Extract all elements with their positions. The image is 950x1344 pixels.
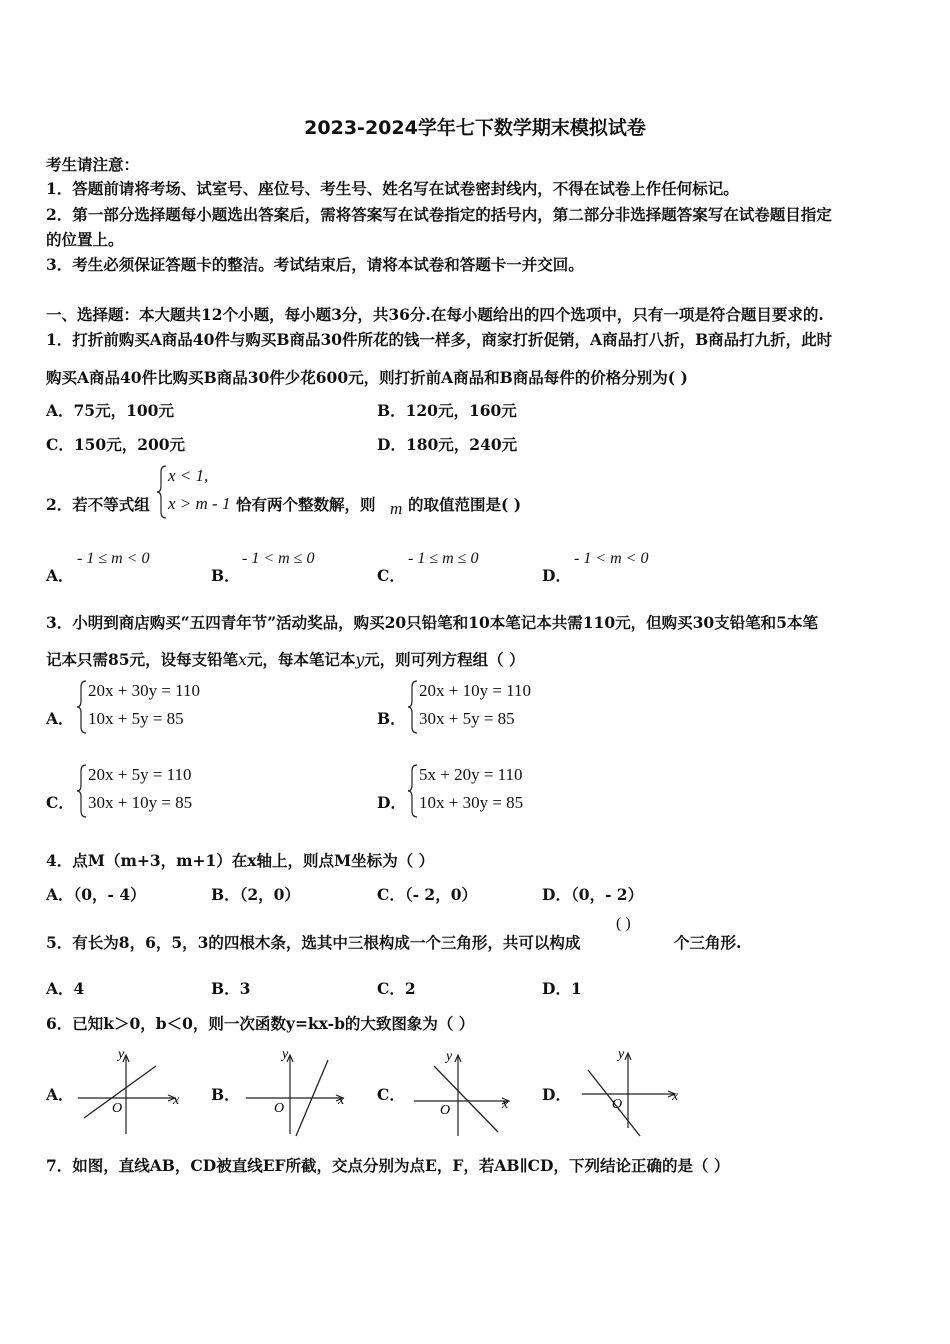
q2-option-a-label[interactable]: A． [46,566,74,585]
q3-option-a-label[interactable]: A． [46,709,74,728]
q6-option-a-graph[interactable] [76,1048,188,1140]
y-axis-label: y [618,1047,625,1062]
q2-option-d-label[interactable]: D． [542,566,571,585]
y-axis-label: y [446,1049,453,1064]
question-2-middle: 恰有两个整数解，则 [236,495,376,514]
question-1-line: 1．打折前购买A商品40件与购买B商品30件所花的钱一样多，商家打折促销，A商品打八折，B商品打九折，此时 [46,330,833,349]
y-axis-label: y [118,1048,125,1062]
q2-system-line: x > m - 1 [168,494,231,513]
q3-text: 元，每本笔记本 [246,650,356,669]
q3-text: 记本只需85元，设每支铅笔 [46,650,239,669]
q6-option-d-graph[interactable] [580,1046,692,1138]
question-4-stem: 4．点M（m+3，m+1）在x轴上，则点M坐标为（ ） [46,851,435,870]
q2-option-c[interactable]: - 1 ≤ m ≤ 0 [408,550,479,567]
q6-option-a-label[interactable]: A． [46,1085,74,1104]
question-5-suffix: 个三角形. [674,933,742,952]
q6-option-b-label[interactable]: B． [211,1085,240,1104]
q3-option-d-label[interactable]: D． [377,793,406,812]
q2-option-a[interactable]: - 1 ≤ m < 0 [77,550,150,567]
q2-option-d[interactable]: - 1 < m < 0 [574,550,649,567]
q2-system-line: x < 1, [168,466,209,485]
notice-item: 2．第一部分选择题每小题选出答案后，需将答案写在试卷指定的括号内，第二部分非选择题答案写在试卷题目指定 [46,205,832,224]
question-2-prefix: 2．若不等式组 [46,495,150,514]
q2-option-b[interactable]: - 1 < m ≤ 0 [242,550,315,567]
q3-option-c-eq2[interactable]: 30x + 10y = 85 [88,793,193,812]
question-3-line [46,648,525,670]
q3-option-d-eq1[interactable]: 5x + 20y = 110 [419,765,523,784]
q5-option-d[interactable]: D．1 [542,979,582,998]
section-heading: 一、选择题：本大题共12个小题，每小题3分，共36分.在每小题给出的四个选项中，只有一项是符合题目要求的. [46,305,824,324]
left-brace-icon [76,763,88,819]
left-brace-icon [407,679,419,735]
q4-option-a[interactable]: A．（0，- 4） [46,885,146,904]
q4-option-c[interactable]: C．（- 2，0） [377,885,477,904]
question-2-suffix: 的取值范围是( ) [408,495,522,514]
notice-item: 3．考生必须保证答题卡的整洁。考试结束后，请将本试卷和答题卡一并交回。 [46,255,584,274]
left-brace-icon [156,464,168,520]
q6-option-c-label[interactable]: C． [377,1085,405,1104]
q6-option-c-graph[interactable] [412,1048,524,1140]
q1-option-b[interactable]: B．120元，160元 [377,401,517,420]
q4-option-d[interactable]: D．（0，- 2） [542,885,644,904]
q6-option-b-graph[interactable] [244,1048,356,1140]
question-6-stem: 6．已知k＞0，b＜0，则一次函数y=kx-b的大致图象为（ ） [46,1014,475,1033]
q2-variable: m [390,499,403,518]
x-axis-label: x [338,1093,345,1108]
y-axis-label: y [282,1048,289,1062]
q3-text: 元，则可列方程组（ ） [364,650,525,669]
q3-var-y: y [355,651,365,669]
q5-option-b[interactable]: B．3 [211,979,251,998]
q2-option-b-label[interactable]: B． [211,566,240,585]
q2-option-c-label[interactable]: C． [377,566,405,585]
q3-option-a-eq1[interactable]: 20x + 30y = 110 [88,681,201,700]
q5-option-a[interactable]: A．4 [46,979,85,998]
left-brace-icon [407,763,419,819]
q3-var-x: x [238,651,247,669]
q5-answer-blank[interactable]: ( ) [616,915,631,932]
q3-option-a-eq2[interactable]: 10x + 5y = 85 [88,709,184,728]
notice-heading: 考生请注意： [46,155,140,174]
q1-option-a[interactable]: A．75元，100元 [46,401,174,420]
q4-option-b[interactable]: B．（2，0） [211,885,300,904]
notice-item: 1．答题前请将考场、试室号、座位号、考生号、姓名写在试卷密封线内，不得在试卷上作任何标记。 [46,179,739,198]
origin-label: O [612,1097,623,1112]
q3-option-b-eq1[interactable]: 20x + 10y = 110 [419,681,532,700]
q6-option-d-label[interactable]: D． [542,1085,571,1104]
q3-option-c-eq1[interactable]: 20x + 5y = 110 [88,765,192,784]
q1-option-d[interactable]: D．180元，240元 [377,435,518,454]
notice-item: 的位置上。 [46,230,124,249]
question-7-stem: 7．如图，直线AB，CD被直线EF所截，交点分别为点E，F，若AB∥CD，下列结论正确的是（ ） [46,1156,730,1175]
question-3-line: 3．小明到商店购买“五四青年节”活动奖品，购买20只铅笔和10本笔记本共需110元，但购买30支铅笔和5本笔 [46,613,818,632]
origin-label: O [274,1101,285,1116]
x-axis-label: x [502,1097,509,1112]
q3-option-c-label[interactable]: C． [46,793,74,812]
origin-label: O [440,1103,451,1118]
left-brace-icon [76,679,88,735]
question-5-stem: 5．有长为8，6，5，3的四根木条，选其中三根构成一个三角形，共可以构成 [46,933,581,952]
x-axis-label: x [173,1093,180,1108]
page-title: 2023-2024学年七下数学期末模拟试卷 [304,117,646,139]
q3-option-d-eq2[interactable]: 10x + 30y = 85 [419,793,524,812]
q3-option-b-eq2[interactable]: 30x + 5y = 85 [419,709,515,728]
q1-option-c[interactable]: C．150元，200元 [46,435,186,454]
question-1-line: 购买A商品40件比购买B商品30件少花600元，则打折前A商品和B商品每件的价格分别为( ) [46,368,688,387]
q3-option-b-label[interactable]: B． [377,709,406,728]
x-axis-label: x [672,1089,679,1104]
origin-label: O [112,1101,123,1116]
q5-option-c[interactable]: C．2 [377,979,416,998]
